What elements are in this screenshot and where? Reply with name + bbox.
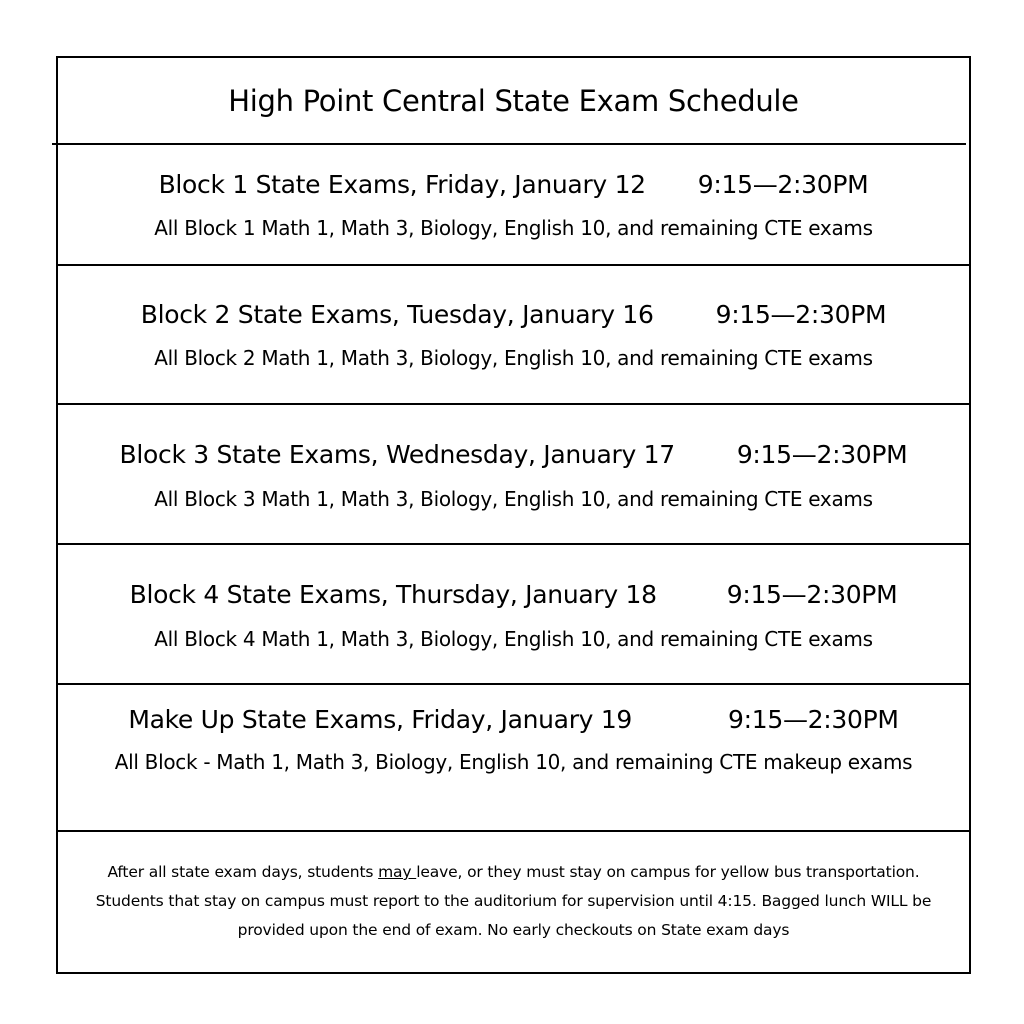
notice-emphasis: may [378,863,417,881]
makeup-time: 9:15—2:30PM [728,705,899,734]
block-2-heading [58,300,969,329]
block-1-time: 9:15—2:30PM [697,170,869,199]
exam-day-notice [58,858,969,945]
block-4-heading [58,580,969,609]
makeup-title: Make Up State Exams, Friday, January 19 [128,705,633,734]
block-3-time: 9:15—2:30PM [736,440,908,469]
block-1-heading [58,170,969,199]
block-3-title: Block 3 State Exams, Wednesday, January 17 [119,440,675,469]
notice-line-3: provided upon the end of exam. No early checkouts on State exam days [237,921,790,939]
makeup-heading [58,705,969,734]
block-1-detail: All Block 1 Math 1, Math 3, Biology, English 10, and remaining CTE exams [154,216,873,240]
block-2-detail: All Block 2 Math 1, Math 3, Biology, English 10, and remaining CTE exams [154,346,873,370]
makeup-divider [58,830,969,832]
schedule-table [56,56,971,974]
block-4-divider [58,683,969,685]
page-title: High Point Central State Exam Schedule [228,84,799,118]
block-2-divider [58,403,969,405]
block-4-title: Block 4 State Exams, Thursday, January 18 [129,580,657,609]
block-3-heading [58,440,969,469]
block-3-divider [58,543,969,545]
block-2-time: 9:15—2:30PM [715,300,887,329]
block-1-title: Block 1 State Exams, Friday, January 12 [158,170,646,199]
block-4-time: 9:15—2:30PM [726,580,898,609]
notice-line-1-end: leave, or they must stay on campus for yellow bus transportation. [416,863,920,881]
notice-line-2: Students that stay on campus must report to the auditorium for supervision until 4:15. Bagged lunch WILL be [95,892,932,910]
notice-line-1-start: After all state exam days, students [107,863,379,881]
block-3-detail: All Block 3 Math 1, Math 3, Biology, English 10, and remaining CTE exams [154,487,873,511]
block-4-detail: All Block 4 Math 1, Math 3, Biology, English 10, and remaining CTE exams [154,627,873,651]
makeup-detail: All Block - Math 1, Math 3, Biology, English 10, and remaining CTE makeup exams [114,750,913,774]
notice-line-1 [58,858,969,887]
block-1-divider [58,264,969,266]
title-divider [52,143,966,145]
block-2-title: Block 2 State Exams, Tuesday, January 16 [140,300,654,329]
